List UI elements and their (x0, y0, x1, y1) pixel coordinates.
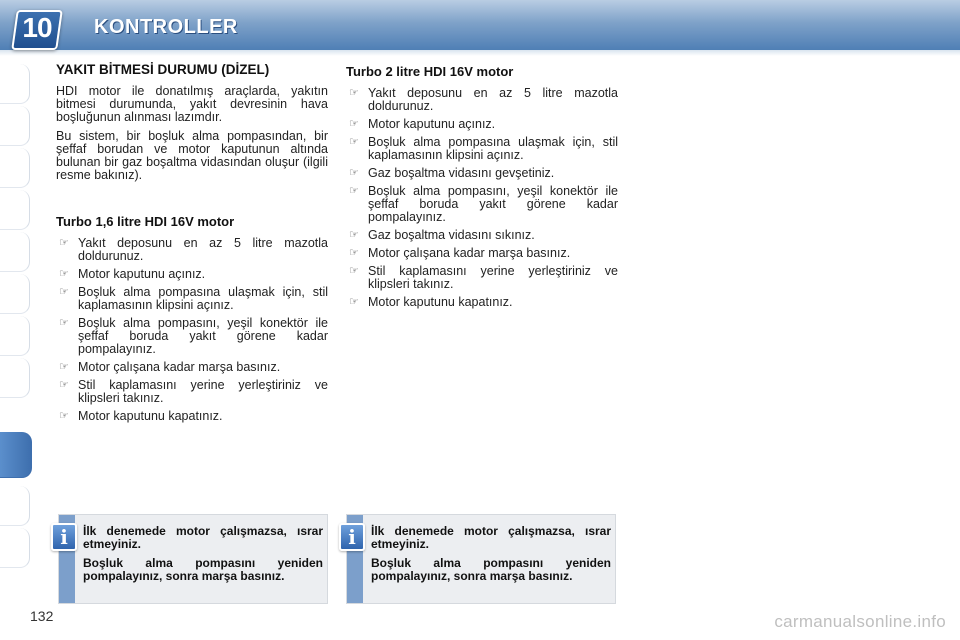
info-line: Boşluk alma pompasını yeniden pompalayınız, sonra marşa basınız. (83, 556, 323, 583)
chapter-tab[interactable] (0, 64, 30, 104)
pointing-hand-icon: ☞ (59, 379, 69, 391)
pointing-hand-icon: ☞ (59, 286, 69, 298)
chapter-tab[interactable] (0, 190, 30, 230)
step-item: ☞ Motor kaputunu açınız. (349, 117, 496, 131)
step-item: ☞ Boşluk alma pompasına ulaşmak için, stil kaplamasının klipsini açınız. (349, 135, 618, 162)
info-icon: i (339, 523, 365, 551)
step-item: ☞ Motor çalışana kadar marşa basınız. (59, 360, 281, 374)
pointing-hand-icon: ☞ (59, 410, 69, 422)
chapter-tab[interactable] (0, 486, 30, 526)
pointing-hand-icon: ☞ (349, 87, 359, 99)
info-line: İlk denemede motor çalışmazsa, ısrar etmeyiniz. (371, 524, 611, 551)
step-item: ☞ Boşluk alma pompasını, yeşil konektör ile şeffaf boruda yakıt görene kadar pompalayınız. (59, 316, 328, 356)
chapter-tab[interactable] (0, 148, 30, 188)
subsection-title-2-0: Turbo 2 litre HDI 16V motor (346, 64, 514, 79)
step-item: ☞ Boşluk alma pompasını, yeşil konektör ile şeffaf boruda yakıt görene kadar pompalayınız. (349, 184, 618, 224)
chapter-number: 10 (22, 12, 52, 43)
intro-paragraph: HDI motor ile donatılmış araçlarda, yakıtın bitmesi durumunda, yakıt devresinin hava boşluğunun alınması lazımdır. (56, 84, 328, 124)
chapter-tab[interactable] (0, 274, 30, 314)
system-paragraph: Bu sistem, bir boşluk alma pompasından, bir şeffaf borudan ve motor kaputunun altında bulunan bir gaz boşaltma vidasından oluşur (ilgili resme bakınız). (56, 129, 328, 182)
chapter-tab[interactable] (0, 358, 30, 398)
left-column (56, 62, 328, 428)
pointing-hand-icon: ☞ (349, 229, 359, 241)
info-text (83, 525, 323, 589)
steps-list-2-0 (346, 87, 618, 309)
info-text (371, 525, 611, 589)
chapter-tab[interactable] (0, 528, 30, 568)
right-column (346, 62, 618, 314)
subsection-title-1-6: Turbo 1,6 litre HDI 16V motor (56, 214, 235, 229)
chapter-tab[interactable] (0, 106, 30, 146)
chapter-tab-active[interactable] (0, 432, 32, 478)
chapter-tab-rail (0, 56, 32, 576)
pointing-hand-icon: ☞ (59, 268, 69, 280)
chapter-tab[interactable] (0, 316, 30, 356)
step-item: ☞ Yakıt deposunu en az 5 litre mazotla doldurunuz. (59, 236, 328, 263)
step-item: ☞ Boşluk alma pompasına ulaşmak için, stil kaplamasının klipsini açınız. (59, 285, 328, 312)
header-shade (0, 50, 960, 56)
step-item: ☞ Gaz boşaltma vidasını gevşetiniz. (349, 166, 555, 180)
step-item: ☞ Motor kaputunu açınız. (59, 267, 206, 281)
watermark: carmanualsonline.info (774, 612, 946, 631)
step-item: ☞ Motor kaputunu kapatınız. (349, 295, 513, 309)
chapter-title: KONTROLLER (94, 16, 238, 38)
page-number: 132 (30, 608, 54, 624)
info-line: Boşluk alma pompasını yeniden pompalayınız, sonra marşa basınız. (371, 556, 611, 583)
steps-list-1-6 (56, 237, 328, 423)
step-item: ☞ Yakıt deposunu en az 5 litre mazotla doldurunuz. (349, 86, 618, 113)
pointing-hand-icon: ☞ (349, 185, 359, 197)
step-item: ☞ Motor kaputunu kapatınız. (59, 409, 223, 423)
pointing-hand-icon: ☞ (349, 136, 359, 148)
step-item: ☞ Motor çalışana kadar marşa basınız. (349, 246, 571, 260)
pointing-hand-icon: ☞ (59, 237, 69, 249)
info-line: İlk denemede motor çalışmazsa, ısrar etmeyiniz. (83, 524, 323, 551)
info-box (346, 514, 616, 604)
pointing-hand-icon: ☞ (349, 167, 359, 179)
section-title: YAKIT BİTMESİ DURUMU (DİZEL) (56, 62, 270, 77)
pointing-hand-icon: ☞ (59, 361, 69, 373)
pointing-hand-icon: ☞ (349, 247, 359, 259)
pointing-hand-icon: ☞ (59, 317, 69, 329)
pointing-hand-icon: ☞ (349, 296, 359, 308)
info-box (58, 514, 328, 604)
info-icon: i (51, 523, 77, 551)
step-item: ☞ Gaz boşaltma vidasını sıkınız. (349, 228, 535, 242)
pointing-hand-icon: ☞ (349, 265, 359, 277)
pointing-hand-icon: ☞ (349, 118, 359, 130)
step-item: ☞ Stil kaplamasını yerine yerleştiriniz ve klipsleri takınız. (349, 264, 618, 291)
step-item: ☞ Stil kaplamasını yerine yerleştiriniz ve klipsleri takınız. (59, 378, 328, 405)
chapter-tab[interactable] (0, 232, 30, 272)
